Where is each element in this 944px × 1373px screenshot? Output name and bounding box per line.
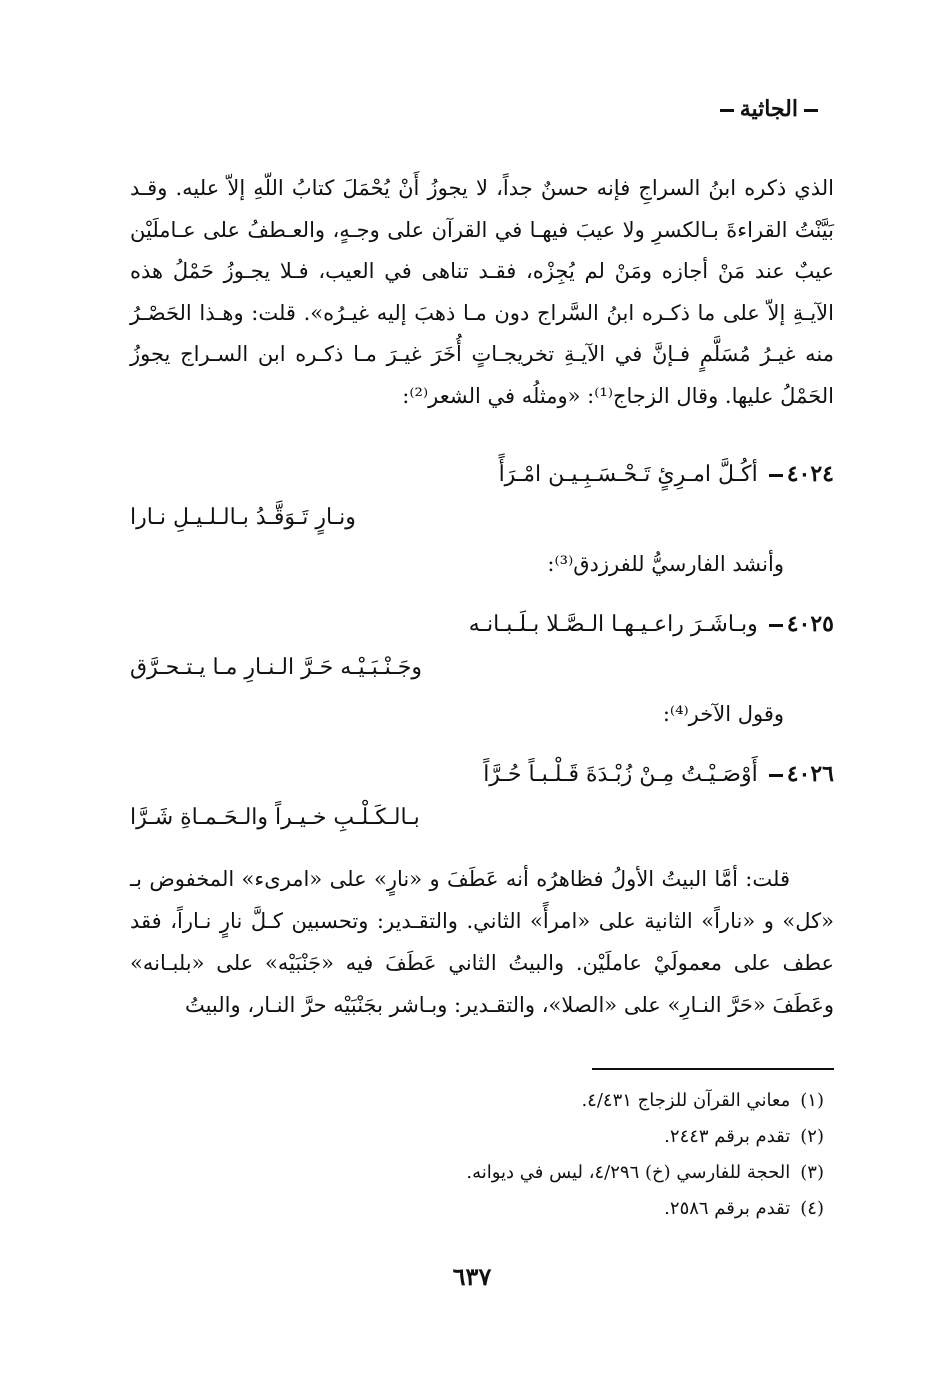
footnote: (٢)تقدم برقم ٢٤٤٣.	[664, 1126, 824, 1147]
main-paragraph	[130, 168, 834, 417]
header-dash	[720, 109, 734, 112]
commentary-paragraph: قلت: أمَّا البيتُ الأولُ فظاهرُه أنه عَطَفَ و «نارٍ» على «امرىء» المخفوض بـ «كل» و «ناراً» الثانية على «امرأً» الثاني. والتقـدير: وتحسبين كـلَّ نارٍ نـاراً، فقد عطف على معمولَيْ عاملَيْن. والبيتُ الثاني عَطَفَ فيه «جَنْبَيْه» على «بلبـانه» وعَطَفَ «حَرَّ النـارِ» على «الصلا»، والتقـدير: وبـاشر بجَنْبَيْه حرَّ النـار، والبيتُ	[130, 867, 834, 1017]
header-title: الجاثية	[739, 96, 798, 122]
verse-4026	[130, 752, 834, 840]
verse-first-text: وبـاشَـرَ راعـيـهـا الـصَّـلا بـلَـبـانـه	[468, 612, 758, 637]
running-header	[714, 96, 824, 122]
footnote: (١)معاني القرآن للزجاج ٤/٤٣١.	[581, 1090, 824, 1111]
verse-second-hemistich: ونـارٍ تَـوَقَّـدُ بـالـلـيـلِ نـارا	[130, 505, 356, 530]
verse-number: ٤٠٢٦	[765, 761, 834, 787]
verse-first-hemistich	[130, 752, 834, 796]
paragraph-text: الذي ذكره ابنُ السراجِ فإنه حسنٌ جداً، لا يجوزُ أَنْ يُحْمَلَ كتابُ اللّهِ إلاّ عليه. وقـد بَيَّنْتُ القراءةَ بـالكسرِ ولا عيبَ فيهـا في القرآن على وجـهٍ، والعـطفُ على عـاملَيْن عيبٌ عند مَنْ أجازه ومَنْ لم يُجِزْه، فقـد تناهى في العيب، فـلا يجـوزُ حَمْلُ هذه الآيـةِ إلاّ على ما ذكـره ابنُ السَّراج دون مـا ذهبَ إليه غيـرُه». قلت: وهـذا الحَصْـرُ منه غيـرُ مُسَلَّمٍ فـإنَّ في الآيـةِ تخريجـاتٍ أُخَرَ غيـرَ مـا ذكـره ابن السـراج يجوزُ الحَمْلُ عليها. وقال الزجاج⁽¹⁾: «ومثلُه في الشعر⁽²⁾:	[130, 176, 834, 408]
footnotes	[466, 1083, 824, 1227]
page-number: ٦٣٧	[452, 1262, 492, 1291]
verse-first-text: أكُـلَّ امـرِئٍ تَـحْـسَـبِـيـن امْـرَأً	[498, 462, 758, 487]
verse-4025	[130, 602, 834, 690]
verse-4024	[130, 452, 834, 540]
header-dash	[804, 109, 818, 112]
verse-intro: وقول الآخر⁽⁴⁾:	[662, 702, 784, 726]
verse-first-hemistich	[130, 452, 834, 496]
verse-second-hemistich: بـالـكَـلْـبِ خـيـراً والـحَـمـاةِ شَـرَّا	[130, 805, 420, 830]
footnote: (٣)الحجة للفارسي (خ) ٤/٢٩٦، ليس في ديوانه.	[466, 1162, 824, 1183]
footnote-divider	[592, 1068, 834, 1070]
footnote: (٤)تقدم برقم ٢٥٨٦.	[664, 1198, 824, 1219]
verse-number: ٤٠٢٤	[765, 461, 834, 487]
verse-first-hemistich	[130, 602, 834, 646]
verse-second-hemistich: وجَـنْـبَـيْـه حَـرَّ الـنـارِ مـا يـتـحـرَّق	[130, 655, 422, 680]
verse-number: ٤٠٢٥	[765, 611, 834, 637]
verse-intro: وأنشد الفارسيُّ للفرزدق⁽³⁾:	[547, 552, 784, 576]
verse-first-text: أَوْصَـيْـتُ مِـنْ زُبْـدَةَ قَـلْـبـاً حُـرَّاً	[483, 762, 758, 787]
